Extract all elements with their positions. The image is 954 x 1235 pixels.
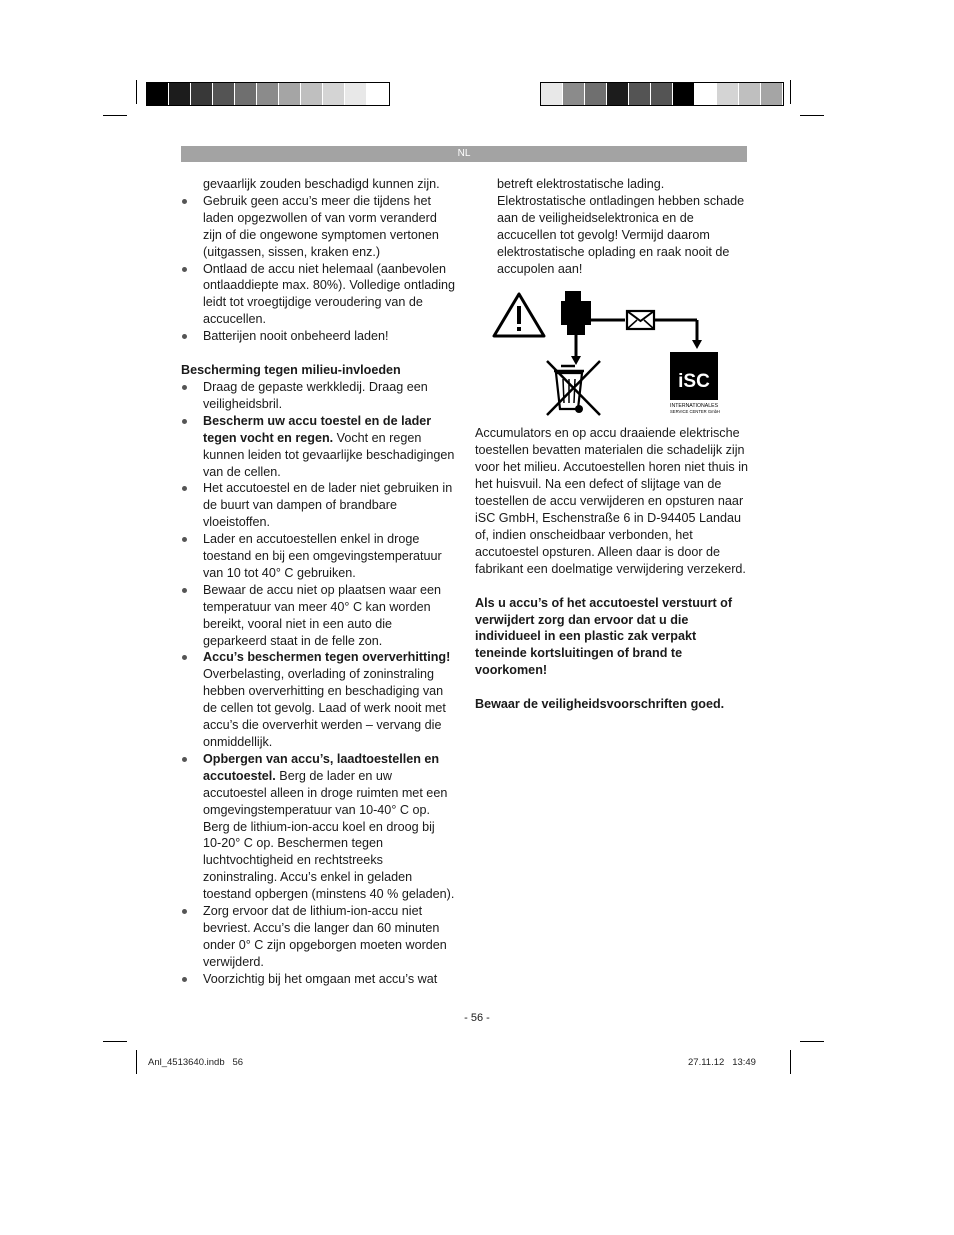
bold-text: Accu’s beschermen tegen oververhitting!	[203, 650, 451, 665]
item-text: Berg de lader en uw accutoestel alleen in droge ruimten met een omgevingstemperatuur van 10-40° C op. Berg de lithium-ion-accu koel en droog bij 10-20° C op. Beschermen tegen luchtvochtigheid en rechtstreeks zoninstraling. Accu’s enkel in geladen toestand opbergen (minstens 40 % geladen).	[203, 768, 455, 902]
crop-mark	[103, 1041, 127, 1042]
right-column	[475, 176, 750, 713]
color-swatch	[257, 83, 279, 105]
color-swatch	[169, 83, 191, 105]
color-swatch	[541, 83, 563, 105]
color-swatch	[695, 83, 717, 105]
disposal-diagram	[475, 286, 750, 416]
list-item: Gebruik geen accu’s meer die tijdens het laden opgezwollen of van vorm veranderd zijn of die ongewone symptomen vertonen (uitgassen, sissen, kraken enz.)	[181, 193, 456, 261]
envelope-icon	[627, 311, 654, 329]
list-item: Batterijen nooit onbeheerd laden!	[181, 328, 456, 345]
color-swatch	[629, 83, 651, 105]
list-item	[181, 413, 456, 481]
isc-logo-caption: INTERNATIONALES	[670, 403, 719, 410]
left-column	[181, 176, 456, 988]
crop-mark	[790, 1050, 791, 1074]
color-swatch	[739, 83, 761, 105]
crop-mark	[800, 115, 824, 116]
page-number: - 56 -	[464, 1012, 490, 1024]
color-swatch	[213, 83, 235, 105]
list-item	[181, 751, 456, 903]
color-swatch-strip-left	[146, 82, 390, 106]
list-item: Draag de gepaste werkkledij. Draag een veiligheidsbril.	[181, 379, 456, 413]
keep-instructions: Bewaar de veiligheidsvoorschriften goed.	[475, 697, 725, 712]
list-item: Het accutoestel en de lader niet gebruiken in de buurt van dampen of brandbare vloeistoffen.	[181, 480, 456, 531]
list-item: Lader en accutoestellen enkel in droge toestand en bij een omgevingstemperatuur van 10 tot 40° C gebruiken.	[181, 531, 456, 582]
color-swatch	[367, 83, 389, 105]
item-text: Overbelasting, overlading of zoninstraling hebben oververhitting en beschadiging van de cellen tot gevolg. Laad of werk nooit met accu’s die oververhit werden – vervang die onmiddellijk.	[203, 667, 446, 749]
isc-logo-text: iSC	[678, 371, 710, 393]
color-swatch	[147, 83, 169, 105]
crop-mark	[790, 80, 791, 104]
disposal-symbols-figure	[475, 286, 750, 416]
color-swatch	[345, 83, 367, 105]
color-swatch	[235, 83, 257, 105]
color-swatch	[323, 83, 345, 105]
language-header-bar	[181, 146, 747, 162]
section-heading: Bescherming tegen milieu-invloeden	[181, 363, 401, 378]
isc-logo-caption: SERVICE CENTER GmbH	[670, 409, 720, 415]
list-item: Bewaar de accu niet op plaatsen waar een temperatuur van meer 40° C kan worden bereikt, vooral niet in een auto die geparkeerd staat in de felle zon.	[181, 582, 456, 650]
list-item: Voorzichtig bij het omgaan met accu’s wat	[181, 971, 456, 988]
color-swatch	[279, 83, 301, 105]
crop-mark	[136, 80, 137, 104]
paragraph: Accumulators en op accu draaiende elektrische toestellen bevatten materialen die schadelijk zijn voor het milieu. Accutoestellen horen niet thuis in het huisvuil. Na een defect of slijtage van de toestellen de accu verwijderen en opsturen naar iSC GmbH, Eschenstraße 6 in D-94405 Landau of, indien onscheidbaar verbonden, het accutoestel opsturen. Alleen daar is door de fabrikant een doelmatige verwijdering verzekerd.	[475, 426, 749, 576]
color-swatch	[563, 83, 585, 105]
warning-paragraph: Als u accu’s of het accutoestel verstuurt of verwijdert zorg dan ervoor dat u die individueel in een plastic zak verpakt teneinde kortsluitingen of brand te voorkomen!	[475, 595, 733, 678]
item-text: Vocht en regen kunnen leiden tot gevaarlijke beschadigingen van de cellen.	[203, 430, 455, 479]
crossed-bin-icon	[547, 361, 600, 415]
list-item	[181, 649, 456, 750]
color-swatch	[651, 83, 673, 105]
isc-logo	[670, 352, 720, 414]
bold-text: Bescherm uw accu toestel en de lader tegen vocht en regen.	[203, 413, 432, 445]
color-swatch	[761, 83, 783, 105]
crop-mark	[800, 1041, 824, 1042]
bold-text: Opbergen van accu’s, laadtoestellen en accutoestel.	[203, 751, 440, 783]
battery-pack-icon	[561, 291, 591, 335]
footer-filename: Anl_4513640.indb 56	[148, 1057, 244, 1068]
color-swatch	[301, 83, 323, 105]
color-swatch	[717, 83, 739, 105]
color-swatch	[607, 83, 629, 105]
color-swatch	[673, 83, 695, 105]
crop-mark	[103, 115, 127, 116]
crop-mark	[136, 1050, 137, 1074]
color-swatch	[585, 83, 607, 105]
list-item: Ontlaad de accu niet helemaal (aanbevolen ontlaaddiepte max. 80%). Volledige ontlading leidt tot vroegtijdige veroudering van de accucellen.	[181, 261, 456, 329]
list-item: Zorg ervoor dat de lithium-ion-accu niet bevriest. Accu’s die langer dan 60 minuten onder 0° C zijn opgeborgen moeten worden verwijderd.	[181, 903, 456, 971]
warning-triangle-icon	[494, 294, 544, 336]
color-swatch	[191, 83, 213, 105]
language-label: NL	[457, 148, 471, 159]
footer-timestamp: 27.11.12 13:49	[688, 1057, 756, 1068]
paragraph: betreft elektrostatische lading. Elektrostatische ontladingen hebben schade aan de veiligheidselektronica en de accucellen tot gevolg! Vermijd daarom elektrostatische oplading en raak nooit de accupolen aan!	[497, 177, 745, 276]
paragraph: gevaarlijk zouden beschadigd kunnen zijn.	[203, 177, 440, 191]
color-swatch-strip-right	[540, 82, 784, 106]
